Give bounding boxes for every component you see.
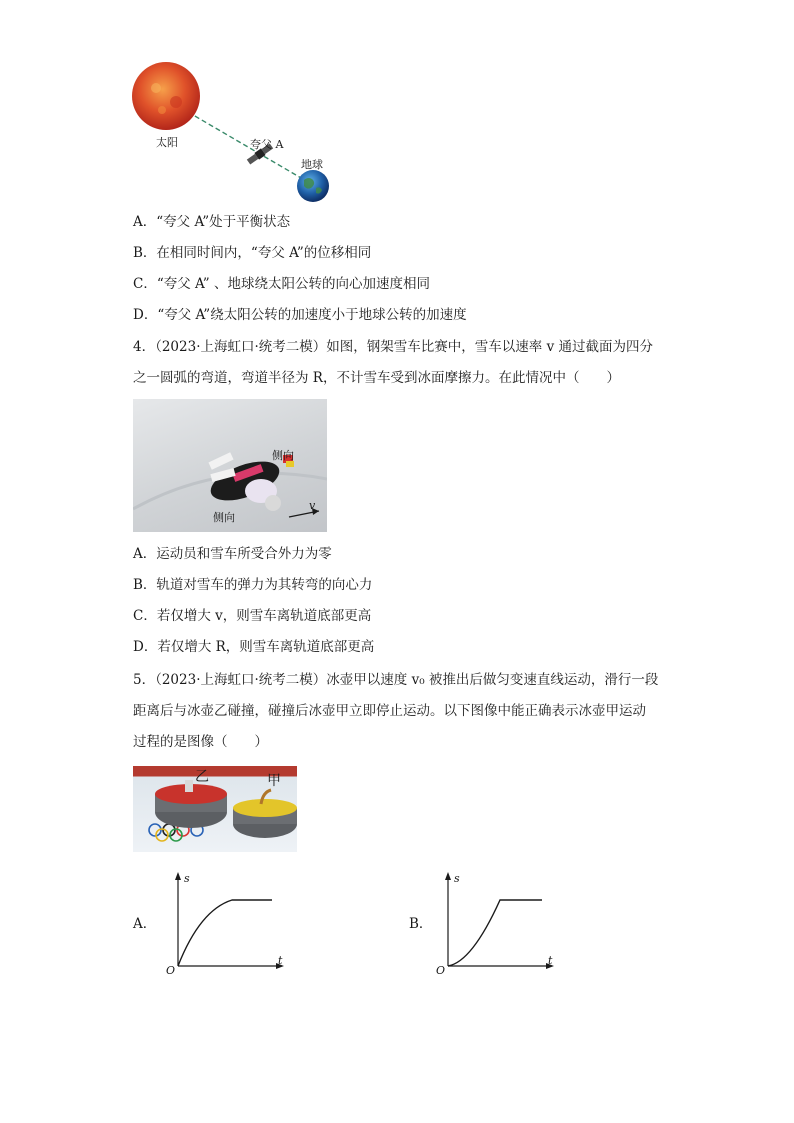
graph-a-t-label: t — [278, 954, 283, 967]
q4-option-b: B．轨道对雪车的弹力为其转弯的向心力 — [133, 577, 373, 593]
graph-a-curve — [178, 900, 272, 966]
side-label-top: 侧向 — [272, 449, 294, 462]
velocity-label: v — [309, 499, 316, 512]
orbit-dashed-line — [188, 112, 308, 182]
graph-b-curve — [448, 900, 542, 966]
graph-a-letter: A． — [133, 916, 157, 932]
q4-stem-line2: 之一圆弧的弯道，弯道半径为 R，不计雪车受到冰面摩擦力。在此情况中（ ） — [133, 370, 620, 386]
stone-yi-label: 乙 — [195, 769, 209, 785]
graph-a-svg — [160, 870, 290, 980]
q3-option-b: B．在相同时间内，“夸父 A”的位移相同 — [133, 245, 372, 261]
sun-label: 太阳 — [156, 136, 178, 149]
sun-earth-diagram — [128, 62, 338, 204]
graph-b-s-label: s — [454, 872, 460, 885]
graph-b-t-label: t — [548, 954, 553, 967]
graph-b-origin-label: O — [436, 964, 446, 977]
earth-label: 地球 — [301, 158, 323, 171]
sun-earth-figure — [128, 62, 338, 204]
skeleton-photo — [133, 399, 327, 532]
q5-stem-line1: 5．（2023·上海虹口·统考二模）冰壶甲以速度 v₀ 被推出后做匀变速直线运动，滑行一段 — [133, 672, 659, 688]
q3-option-a: A．“夸父 A”处于平衡状态 — [133, 214, 291, 230]
satellite-label: 夸父 A — [250, 138, 284, 151]
stone-jia-label: 甲 — [267, 773, 281, 789]
side-label-bottom: 侧向 — [213, 511, 235, 524]
q3-option-d: D．“夸父 A”绕太阳公转的加速度小于地球公转的加速度 — [133, 307, 467, 323]
q5-stem-line3: 过程的是图像（ ） — [133, 734, 268, 750]
q4-stem-line1: 4．（2023·上海虹口·统考二模）如图，钢架雪车比赛中，雪车以速率 v 通过截面为四分 — [133, 339, 653, 355]
graph-b-letter: B． — [409, 916, 433, 932]
q3-option-c: C．“夸父 A” 、地球绕太阳公转的向心加速度相同 — [133, 276, 430, 292]
q5-stem-line2: 距离后与冰壶乙碰撞，碰撞后冰壶甲立即停止运动。以下图像中能正确表示冰壶甲运动 — [133, 703, 646, 719]
graph-a-origin-label: O — [166, 964, 176, 977]
graph-b-svg — [430, 870, 560, 980]
curling-stone-red-icon — [155, 780, 227, 828]
graph-a — [160, 870, 290, 980]
graph-a-s-label: s — [184, 872, 190, 885]
sun-icon — [132, 62, 200, 130]
q4-option-c: C．若仅增大 v，则雪车离轨道底部更高 — [133, 608, 372, 624]
curling-stone-yellow-icon — [233, 790, 297, 838]
q4-option-a: A．运动员和雪车所受合外力为零 — [133, 546, 332, 562]
graph-b — [430, 870, 560, 980]
q4-option-d: D．若仅增大 R，则雪车离轨道底部更高 — [133, 639, 375, 655]
curling-photo — [133, 766, 297, 852]
